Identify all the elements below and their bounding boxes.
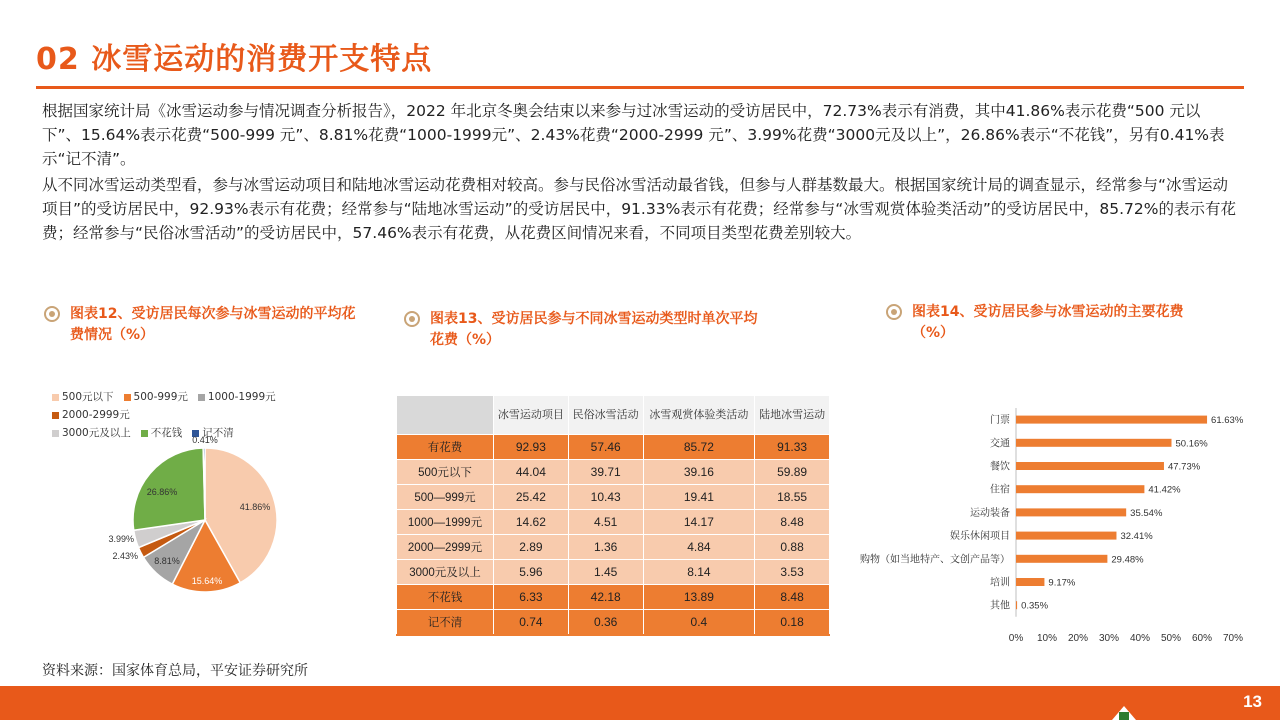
table-header-cell — [397, 396, 494, 435]
table-cell: 6.33 — [494, 585, 569, 610]
legend-item — [198, 388, 276, 406]
table-cell: 14.62 — [494, 510, 569, 535]
table-cell: 0.88 — [755, 535, 830, 560]
table-cell: 14.17 — [643, 510, 755, 535]
bar — [1016, 532, 1116, 540]
legend-item — [124, 388, 188, 406]
figure-14-title: 图表14、受访居民参与冰雪运动的主要花费（%） — [912, 302, 1212, 344]
legend-swatch — [52, 412, 59, 419]
pie-chart — [100, 430, 290, 600]
page-number: 13 — [1243, 692, 1262, 711]
legend-label: 1000-1999元 — [207, 391, 276, 403]
table-cell: 10.43 — [568, 485, 643, 510]
x-tick-label: 10% — [1036, 632, 1058, 644]
x-tick-label: 0% — [1008, 632, 1024, 644]
table-row-label: 有花费 — [397, 435, 494, 460]
table-cell: 85.72 — [643, 435, 755, 460]
x-tick-label: 70% — [1222, 632, 1244, 644]
legend-label: 2000-2999元 — [62, 409, 130, 421]
table-cell: 1.45 — [568, 560, 643, 585]
legend-item — [52, 406, 130, 424]
table-row — [397, 535, 830, 560]
bar-category-label: 交通 — [990, 438, 1010, 450]
table-row-label: 2000—2999元 — [397, 535, 494, 560]
table-row-label: 3000元及以上 — [397, 560, 494, 585]
table-cell: 4.51 — [568, 510, 643, 535]
bar-category-label: 培训 — [990, 577, 1010, 589]
table-row — [397, 460, 830, 485]
paragraph-1: 根据国家统计局《冰雪运动参与情况调查分析报告》，2022 年北京冬奥会结束以来参与过冰雪运动的受访居民中，72.73%表示有消费，其中41.86%表示花费“500 元以下”、15.64%表示花费“500-999 元”、8.81%花费“1000-1999元”、2.43%花费“2000-2999 元”、3.99%花费“3000元及以上”，26.86%表示“不花钱”，另有0.41%表示“记不清”。 — [42, 102, 1225, 168]
bar-category-label: 门票 — [990, 415, 1010, 427]
legend-label: 不花钱 — [150, 427, 183, 439]
bar — [1016, 508, 1126, 516]
bar — [1016, 439, 1171, 447]
bar-category-label: 住宿 — [990, 484, 1010, 496]
table-row-label: 1000—1999元 — [397, 510, 494, 535]
table-cell: 18.55 — [755, 485, 830, 510]
table-row — [397, 485, 830, 510]
pie-value-label: 41.86% — [239, 502, 271, 512]
table-cell: 13.89 — [643, 585, 755, 610]
legend-swatch — [52, 394, 59, 401]
bar-value-label: 29.48% — [1111, 554, 1144, 566]
table-row-label: 记不清 — [397, 610, 494, 636]
table-row — [397, 435, 830, 460]
table-cell: 4.84 — [643, 535, 755, 560]
bar — [1016, 555, 1107, 563]
table-cell: 42.18 — [568, 585, 643, 610]
bar-value-label: 47.73% — [1167, 461, 1201, 473]
bullet-icon — [404, 311, 420, 327]
bar-chart — [846, 400, 1256, 648]
table-header-cell: 民俗冰雪活动 — [568, 396, 643, 435]
table-row — [397, 560, 830, 585]
bar-value-label: 50.16% — [1175, 438, 1208, 450]
table-cell: 0.18 — [755, 610, 830, 636]
table-cell: 19.41 — [643, 485, 755, 510]
bar-value-label: 41.42% — [1148, 484, 1181, 496]
legend-item — [52, 388, 114, 406]
figure-12-title: 图表12、受访居民每次参与冰雪运动的平均花费情况（%） — [70, 304, 360, 346]
legend-swatch — [198, 394, 205, 401]
table-cell: 92.93 — [494, 435, 569, 460]
pie-value-label: 26.86% — [146, 487, 178, 497]
table-header-cell: 陆地冰雪运动 — [755, 396, 830, 435]
footer-bar — [0, 686, 1280, 720]
table-row — [397, 510, 830, 535]
bar-category-label: 其他 — [990, 600, 1010, 612]
table-cell: 0.36 — [568, 610, 643, 636]
page-title: 02 冰雪运动的消费开支特点 — [36, 42, 433, 77]
x-tick-label: 60% — [1191, 632, 1213, 644]
legend-label: 记不清 — [202, 427, 234, 439]
pie-value-label: 0.41% — [192, 435, 218, 445]
bar-value-label: 9.17% — [1048, 577, 1076, 589]
bullet-icon — [886, 304, 902, 320]
table-cell: 8.48 — [755, 585, 830, 610]
table-cell: 91.33 — [755, 435, 830, 460]
title-divider — [36, 86, 1244, 89]
table-cell: 3.53 — [755, 560, 830, 585]
pie-value-label: 15.64% — [191, 576, 223, 586]
bar-category-label: 娱乐休闲项目 — [950, 531, 1010, 543]
table-cell: 59.89 — [755, 460, 830, 485]
paragraph-2: 从不同冰雪运动类型看，参与冰雪运动项目和陆地冰雪运动花费相对较高。参与民俗冰雪活动最省钱，但参与人群基数最大。根据国家统计局的调查显示，经常参与“冰雪运动项目”的受访居民中，92.93%表示有花费；经常参与“陆地冰雪运动”的受访居民中，91.33%表示有花费；经常参与“冰雪观赏体验类活动”的受访居民中，85.72%的表示有花费；经常参与“民俗冰雪活动”的受访居民中，57.46%表示有花费，从花费区间情况来看，不同项目类型花费差别较大。 — [42, 176, 1236, 242]
x-tick-label: 30% — [1098, 632, 1120, 644]
table-row-label: 500—999元 — [397, 485, 494, 510]
table-header-cell: 冰雪运动项目 — [494, 396, 569, 435]
bar-category-label: 购物（如当地特产、文创产品等） — [860, 554, 1010, 566]
table-cell: 0.4 — [643, 610, 755, 636]
table-cell: 44.04 — [494, 460, 569, 485]
legend-swatch — [124, 394, 131, 401]
bar-value-label: 0.35% — [1021, 600, 1049, 612]
table-cell: 0.74 — [494, 610, 569, 636]
bar-value-label: 61.63% — [1211, 415, 1244, 427]
legend-label: 3000元及以上 — [62, 427, 131, 439]
table-cell: 39.71 — [568, 460, 643, 485]
pie-value-label: 3.99% — [108, 534, 134, 544]
table-cell: 1.36 — [568, 535, 643, 560]
figure-13-title: 图表13、受访居民参与不同冰雪运动类型时单次平均花费（%） — [430, 309, 760, 351]
legend-swatch — [52, 430, 59, 437]
bar — [1016, 462, 1164, 470]
table-cell: 8.14 — [643, 560, 755, 585]
source-note: 资料来源：国家体育总局，平安证券研究所 — [42, 663, 308, 679]
x-tick-label: 40% — [1129, 632, 1151, 644]
legend-label: 500-999元 — [133, 391, 188, 403]
bar — [1016, 578, 1044, 586]
bar — [1016, 485, 1144, 493]
table-cell: 2.89 — [494, 535, 569, 560]
bar-value-label: 35.54% — [1130, 507, 1163, 519]
table-cell: 5.96 — [494, 560, 569, 585]
bar — [1016, 601, 1017, 609]
x-tick-label: 20% — [1067, 632, 1089, 644]
table-row-label: 500元以下 — [397, 460, 494, 485]
table-cell: 39.16 — [643, 460, 755, 485]
spending-table — [396, 395, 830, 636]
table-row — [397, 610, 830, 636]
table-row-label: 不花钱 — [397, 585, 494, 610]
table-cell: 57.46 — [568, 435, 643, 460]
table-row — [397, 585, 830, 610]
bar-value-label: 32.41% — [1120, 531, 1153, 543]
bar-category-label: 运动装备 — [970, 507, 1010, 519]
table-cell: 8.48 — [755, 510, 830, 535]
table-cell: 25.42 — [494, 485, 569, 510]
pie-value-label: 2.43% — [112, 551, 138, 561]
table-header-cell: 冰雪观赏体验类活动 — [643, 396, 755, 435]
bullet-icon — [44, 306, 60, 322]
legend-label: 500元以下 — [62, 391, 114, 403]
x-tick-label: 50% — [1160, 632, 1182, 644]
pie-value-label: 8.81% — [154, 556, 180, 566]
bar-category-label: 餐饮 — [990, 461, 1010, 473]
bar — [1016, 416, 1207, 424]
